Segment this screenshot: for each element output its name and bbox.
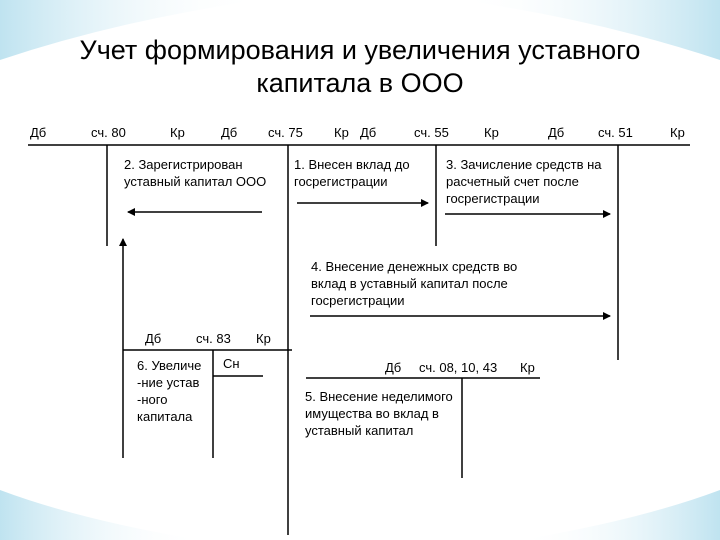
title-line-2: капитала в ООО <box>256 68 464 98</box>
entry-5-text: 5. Внесение неделимого имущества во вклад в уставный капитал <box>305 389 453 438</box>
entry-6-line-1: 6. Увеличе <box>137 358 202 373</box>
entry-1-text: 1. Внесен вклад до госрегистрации <box>294 157 410 189</box>
account-08-credit: Кр <box>520 360 535 375</box>
title-line-1: Учет формирования и увеличения уставного <box>79 35 641 65</box>
entry-6-line-4: капитала <box>137 409 193 424</box>
account-08-name: сч. 08, 10, 43 <box>419 360 498 375</box>
account-83-name: сч. 83 <box>196 331 231 346</box>
account-75-name: сч. 75 <box>268 125 303 140</box>
account-08-debit: Дб <box>385 360 402 375</box>
account-75-debit: Дб <box>221 125 238 140</box>
entry-2-text: 2. Зарегистрирован уставный капитал ООО <box>124 157 267 189</box>
account-83-credit: Кр <box>256 331 271 346</box>
account-80-debit: Дб <box>30 125 47 140</box>
entry-3-text: 3. Зачисление средств на расчетный счет после госрегистрации <box>446 157 602 206</box>
account-83-debit: Дб <box>145 331 162 346</box>
entry-4-text: 4. Внесение денежных средств во вклад в уставный капитал после госрегистрации <box>311 259 518 308</box>
account-83-balance: Сн <box>223 356 240 371</box>
account-75-credit: Кр <box>334 125 349 140</box>
account-51-debit: Дб <box>548 125 565 140</box>
account-80-credit: Кр <box>170 125 185 140</box>
account-55-name: сч. 55 <box>414 125 449 140</box>
entry-6-line-3: -ного <box>137 392 168 407</box>
entry-6-line-2: -ние устав <box>137 375 200 390</box>
account-55-credit: Кр <box>484 125 499 140</box>
account-80-name: сч. 80 <box>91 125 126 140</box>
account-51-name: сч. 51 <box>598 125 633 140</box>
entry-6-text <box>137 357 212 425</box>
account-55-debit: Дб <box>360 125 377 140</box>
account-51-credit: Кр <box>670 125 685 140</box>
